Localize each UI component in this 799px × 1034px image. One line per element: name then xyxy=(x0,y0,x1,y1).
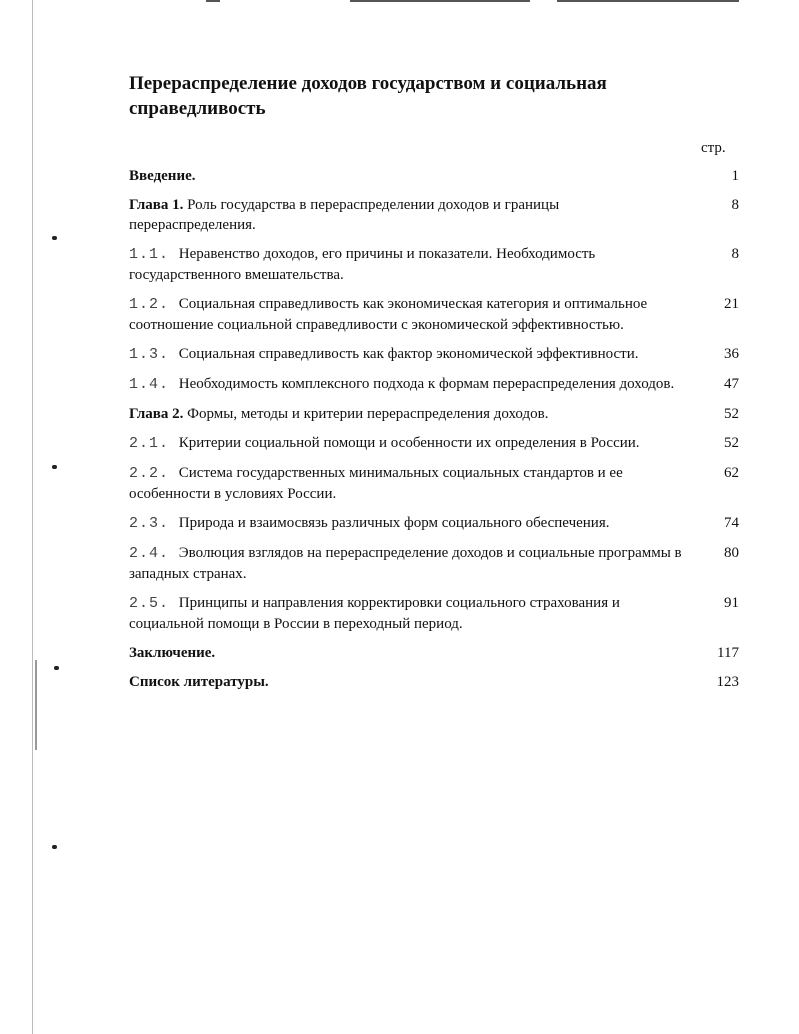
scan-margin-line xyxy=(35,660,37,750)
scan-speck xyxy=(54,666,59,670)
toc-section-number: 2.2. xyxy=(129,465,170,482)
toc-heading: Список литературы. xyxy=(129,674,269,690)
table-of-contents xyxy=(129,166,739,692)
toc-entry-text: Принципы и направления корректировки социального страхования и социальной помощи в России в переходный период. xyxy=(129,595,620,632)
toc-page-number: 52 xyxy=(724,435,739,451)
toc-page-number: 8 xyxy=(731,197,739,213)
toc-entry xyxy=(129,543,739,584)
document-title: Перераспределение доходов государством и социальная справедливость xyxy=(129,73,607,119)
toc-heading: Глава 1. xyxy=(129,197,184,213)
toc-page-number: 36 xyxy=(724,346,739,362)
toc-entry-text: Критерии социальной помощи и особенности их определения в России. xyxy=(178,435,640,451)
toc-section-number: 1.2. xyxy=(129,296,170,313)
scan-top-rule xyxy=(557,0,739,2)
toc-page-number: 52 xyxy=(724,406,739,422)
toc-entry xyxy=(129,166,739,186)
toc-entry xyxy=(129,244,739,285)
toc-heading: Введение. xyxy=(129,168,196,184)
toc-entry xyxy=(129,643,739,663)
toc-page-number: 74 xyxy=(724,515,739,531)
toc-section-number: 1.3. xyxy=(129,346,170,363)
toc-entry-text: Роль государства в перераспределении доходов и границы перераспределения. xyxy=(129,197,560,233)
toc-section-number: 2.3. xyxy=(129,515,170,532)
toc-section-number: 1.1. xyxy=(129,246,170,263)
toc-entry xyxy=(129,593,739,634)
toc-entry xyxy=(129,294,739,335)
toc-entry xyxy=(129,513,739,534)
scan-speck xyxy=(52,465,57,469)
toc-page-number: 21 xyxy=(724,296,739,312)
toc-section-number: 2.5. xyxy=(129,595,170,612)
toc-entry-text: Формы, методы и критерии перераспределения доходов. xyxy=(187,406,549,422)
toc-page-number: 123 xyxy=(716,674,739,690)
toc-heading: Заключение. xyxy=(129,645,216,661)
scan-top-rule xyxy=(350,0,530,2)
toc-page-number: 47 xyxy=(724,376,739,392)
toc-entry xyxy=(129,404,739,424)
scan-margin-line xyxy=(32,0,33,1034)
page-column-header: стр. xyxy=(701,140,726,156)
toc-entry xyxy=(129,195,739,235)
toc-entry-text: Необходимость комплексного подхода к формам перераспределения доходов. xyxy=(178,376,675,392)
toc-entry-text: Эволюция взглядов на перераспределение доходов и социальные программы в западных странах. xyxy=(129,545,682,582)
toc-page-number: 62 xyxy=(724,465,739,481)
scan-top-rule xyxy=(206,0,220,2)
toc-page-number: 91 xyxy=(724,595,739,611)
toc-page-number: 8 xyxy=(731,246,739,262)
toc-entry-text: Социальная справедливость как экономическая категория и оптимальное соотношение социальной справедливости с экономической эффективностью. xyxy=(129,296,648,333)
toc-section-number: 2.4. xyxy=(129,545,170,562)
toc-section-number: 2.1. xyxy=(129,435,170,452)
toc-entry xyxy=(129,463,739,504)
scan-speck xyxy=(52,236,57,240)
scan-speck xyxy=(52,845,57,849)
toc-entry-text: Природа и взаимосвязь различных форм социального обеспечения. xyxy=(178,515,610,531)
toc-entry xyxy=(129,433,739,454)
toc-entry-text: Неравенство доходов, его причины и показатели. Необходимость государственного вмешательства. xyxy=(129,246,596,283)
toc-heading: Глава 2. xyxy=(129,406,184,422)
toc-entry xyxy=(129,344,739,365)
toc-entry xyxy=(129,672,739,692)
toc-page-number: 1 xyxy=(731,168,739,184)
toc-section-number: 1.4. xyxy=(129,376,170,393)
toc-entry xyxy=(129,374,739,395)
toc-page-number: 117 xyxy=(717,645,739,661)
toc-entry-text: Система государственных минимальных социальных стандартов и ее особенности в условиях России. xyxy=(129,465,623,502)
toc-page-number: 80 xyxy=(724,545,739,561)
toc-entry-text: Социальная справедливость как фактор экономической эффективности. xyxy=(178,346,639,362)
